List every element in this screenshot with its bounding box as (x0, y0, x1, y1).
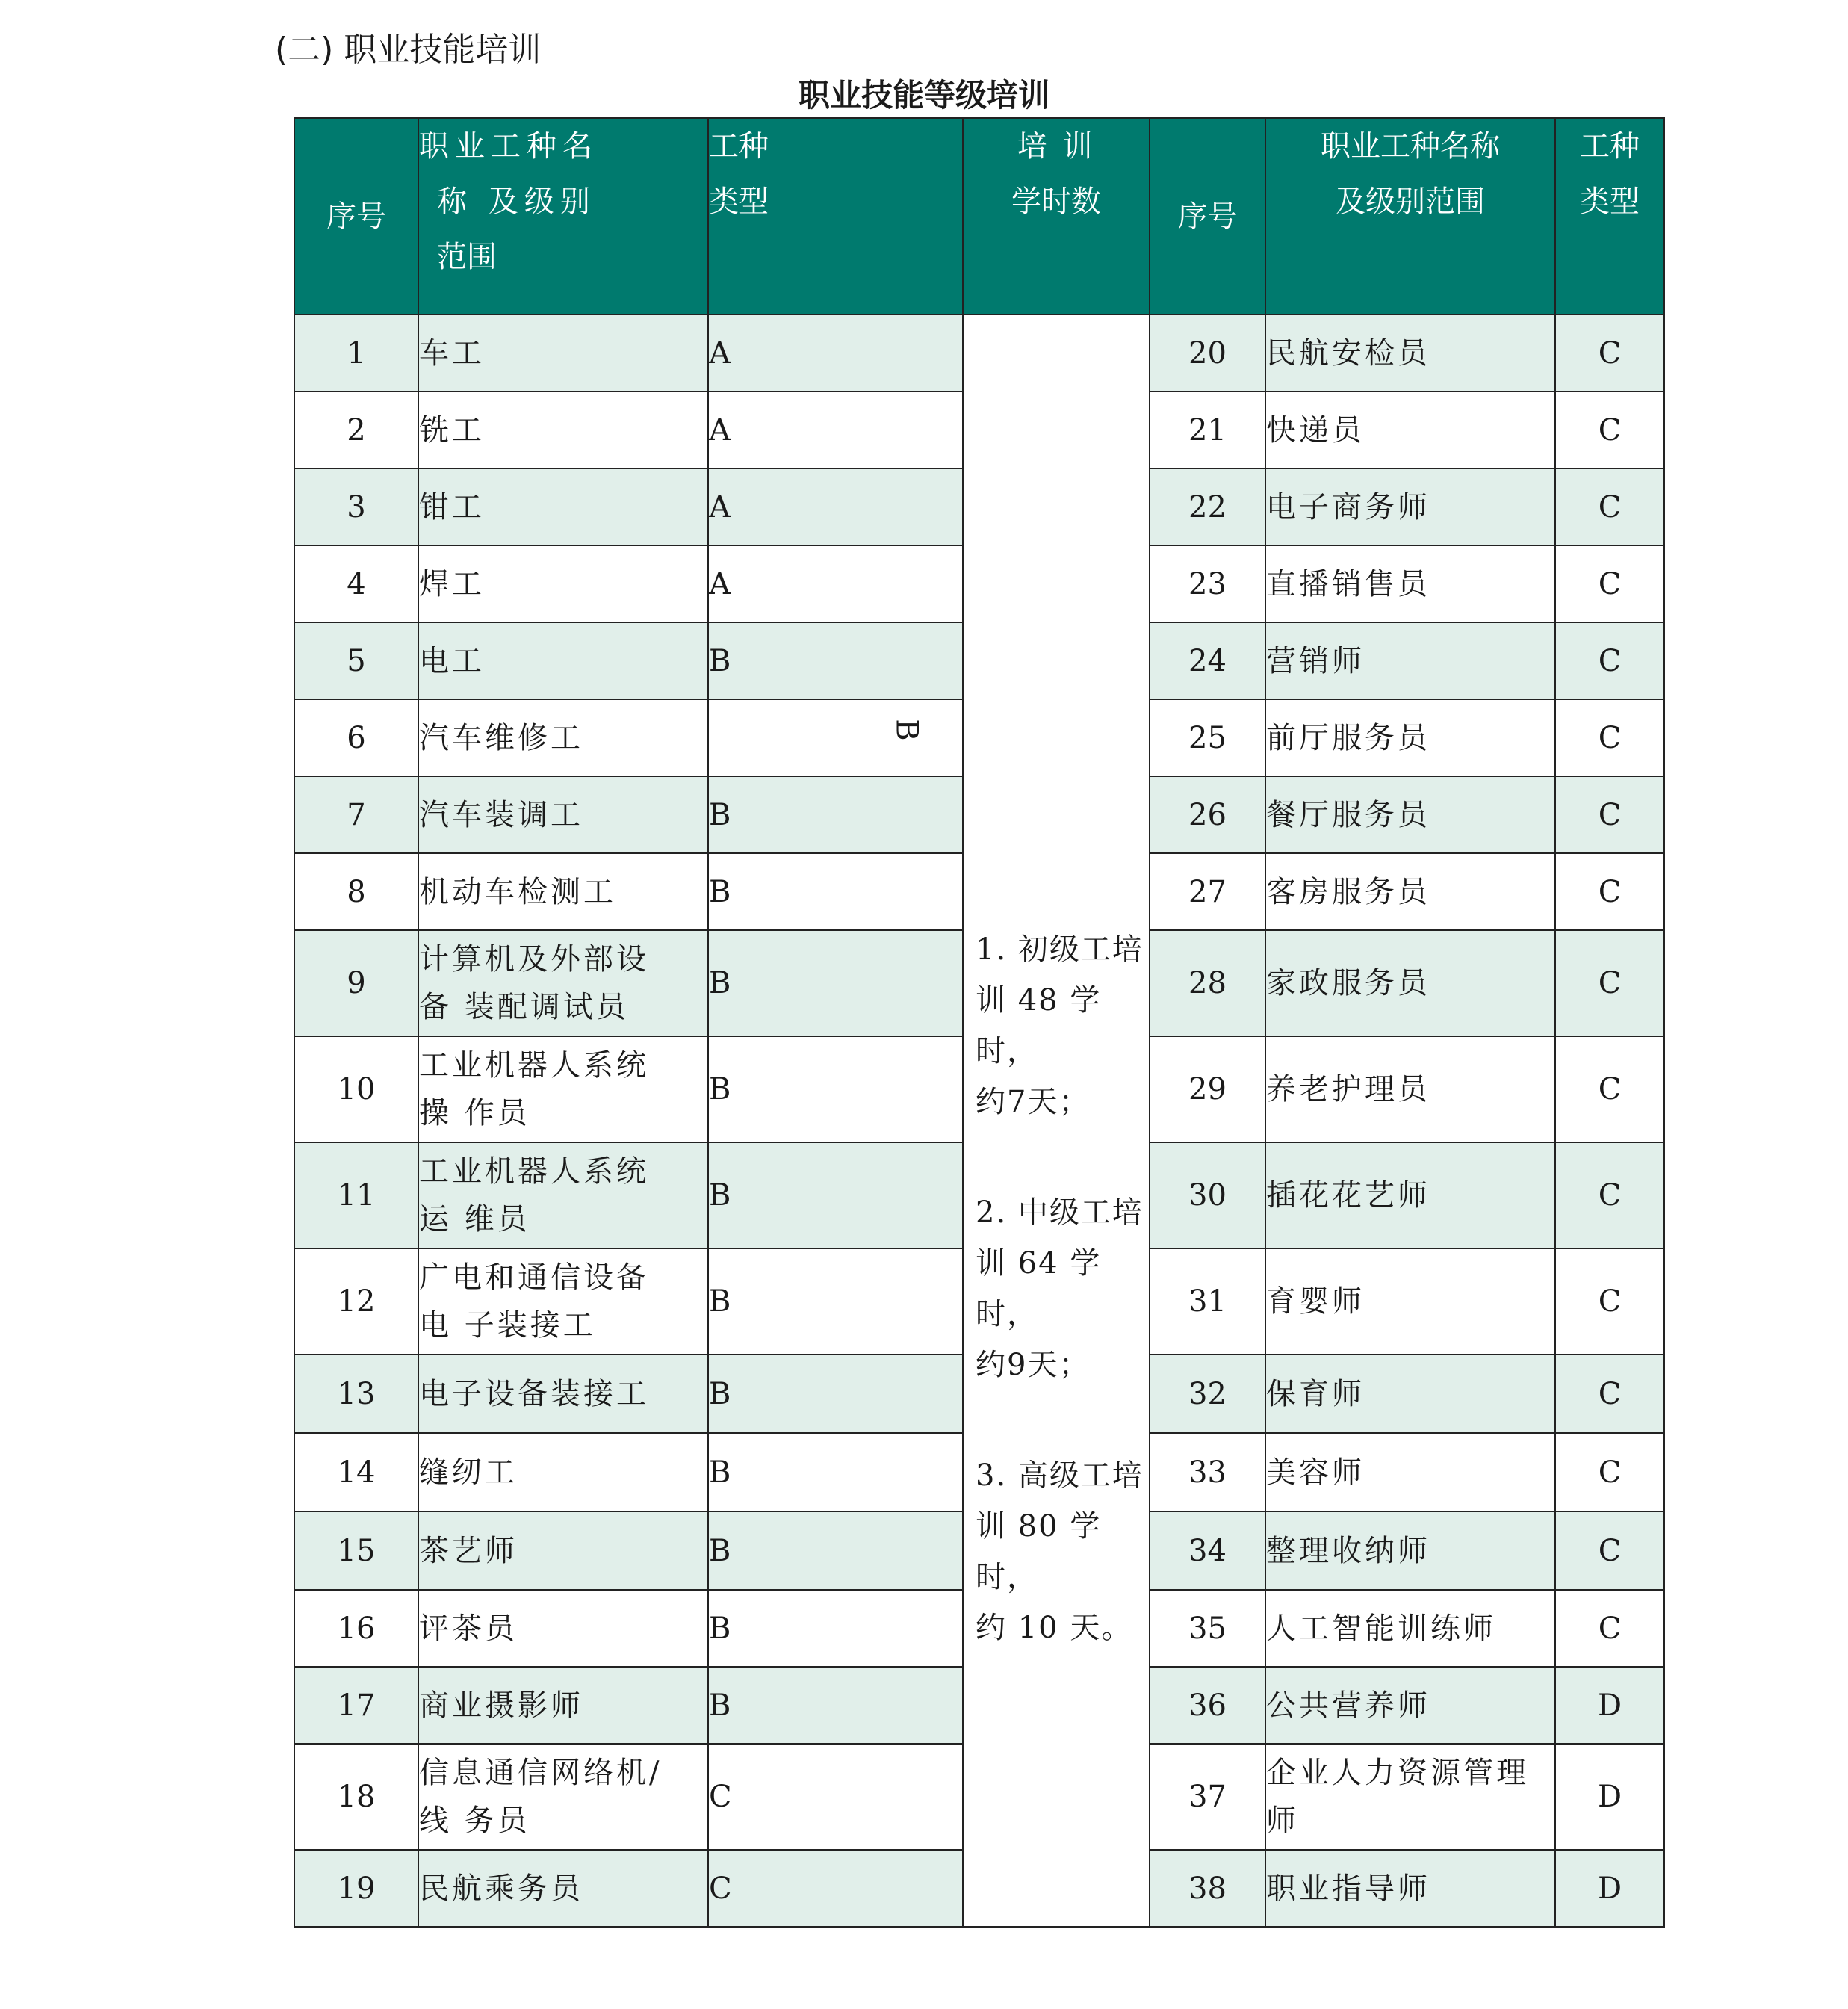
occupation-cell (418, 1248, 708, 1355)
occupation-cell: 汽车装调工 (418, 776, 708, 853)
hours-line: 训 80 学时， (976, 1509, 1102, 1594)
occupation-cell: 茶艺师 (418, 1511, 708, 1590)
header-line: 类型 (709, 185, 769, 219)
header-line: 及级别范围 (1336, 185, 1485, 219)
type-cell: A (708, 545, 963, 622)
type-cell: C (708, 1744, 963, 1850)
seq-cell: 17 (294, 1667, 418, 1744)
occupation-cell (418, 930, 708, 1036)
type-cell: C (1555, 622, 1664, 699)
hours-line: 约7天； (976, 1085, 1091, 1119)
header-line: 工种 (709, 129, 769, 164)
header-training-hours (963, 118, 1150, 315)
seq-cell: 1 (294, 315, 418, 391)
occupation-cell: 餐厅服务员 (1265, 776, 1555, 853)
type-cell: C (1555, 930, 1664, 1036)
seq-cell: 25 (1150, 699, 1265, 776)
occupation-cell: 钳工 (418, 468, 708, 545)
seq-cell: 24 (1150, 622, 1265, 699)
seq-cell: 6 (294, 699, 418, 776)
hours-line: 约9天； (976, 1348, 1091, 1382)
occupation-cell: 民航安检员 (1265, 315, 1555, 391)
occupation-cell: 营销师 (1265, 622, 1555, 699)
header-type-2 (1555, 118, 1664, 315)
seq-cell: 4 (294, 545, 418, 622)
occupation-cell: 公共营养师 (1265, 1667, 1555, 1744)
seq-cell: 32 (1150, 1355, 1265, 1433)
occupation-cell: 育婴师 (1265, 1248, 1555, 1355)
type-cell: C (1555, 315, 1664, 391)
seq-cell: 12 (294, 1248, 418, 1355)
header-type (708, 118, 963, 315)
seq-cell: 29 (1150, 1036, 1265, 1142)
type-cell: D (1555, 1850, 1664, 1927)
header-row (294, 118, 1664, 315)
seq-cell: 37 (1150, 1744, 1265, 1850)
occupation-cell: 快递员 (1265, 391, 1555, 468)
hours-line: 训 64 学时， (976, 1246, 1102, 1331)
occupation-cell: 民航乘务员 (418, 1850, 708, 1927)
type-cell: C (1555, 468, 1664, 545)
seq-cell: 5 (294, 622, 418, 699)
occupation-line: 备 装配调试员 (419, 990, 629, 1024)
type-cell: C (1555, 391, 1664, 468)
type-cell: B (708, 1590, 963, 1667)
type-cell: C (1555, 1036, 1664, 1142)
occupation-cell: 汽车维修工 (418, 699, 708, 776)
occupation-cell: 养老护理员 (1265, 1036, 1555, 1142)
occupation-cell: 职业指导师 (1265, 1850, 1555, 1927)
occupation-line: 电 子装接工 (419, 1308, 596, 1343)
seq-cell: 8 (294, 853, 418, 930)
occupation-cell: 整理收纳师 (1265, 1511, 1555, 1590)
header-line: 职业工种名称 (1321, 129, 1500, 164)
occupation-line: 线 务员 (419, 1804, 530, 1838)
type-cell: B (708, 930, 963, 1036)
type-cell: C (1555, 1355, 1664, 1433)
type-cell: B (708, 1667, 963, 1744)
occupation-cell: 保育师 (1265, 1355, 1555, 1433)
seq-cell: 14 (294, 1433, 418, 1511)
occupation-cell: 插花花艺师 (1265, 1142, 1555, 1248)
header-seq: 序号 (294, 118, 418, 315)
seq-cell: 38 (1150, 1850, 1265, 1927)
seq-cell: 31 (1150, 1248, 1265, 1355)
type-cell: C (1555, 1590, 1664, 1667)
occupation-line: 运 维员 (419, 1202, 530, 1236)
seq-cell: 2 (294, 391, 418, 468)
type-cell: C (1555, 1142, 1664, 1248)
type-cell: C (1555, 853, 1664, 930)
rotated-type-label: B (889, 718, 924, 741)
seq-cell: 10 (294, 1036, 418, 1142)
type-cell: B (708, 1511, 963, 1590)
occupation-line: 信息通信网络机/ (419, 1756, 663, 1790)
occupation-cell: 美容师 (1265, 1433, 1555, 1511)
hours-line: 3. 高级工培 (976, 1458, 1144, 1493)
header-occupation-name (418, 118, 708, 315)
seq-cell: 16 (294, 1590, 418, 1667)
seq-cell: 35 (1150, 1590, 1265, 1667)
occupation-cell (418, 1036, 708, 1142)
occupation-cell: 车工 (418, 315, 708, 391)
header-line: 工种 (1580, 129, 1640, 164)
seq-cell: 15 (294, 1511, 418, 1590)
seq-cell: 27 (1150, 853, 1265, 930)
seq-cell: 26 (1150, 776, 1265, 853)
type-cell: D (1555, 1667, 1664, 1744)
occupation-cell: 家政服务员 (1265, 930, 1555, 1036)
type-cell: B (708, 1433, 963, 1511)
type-cell: D (1555, 1744, 1664, 1850)
seq-cell: 13 (294, 1355, 418, 1433)
table-title: 职业技能等级培训 (798, 77, 1049, 114)
occupation-cell: 直播销售员 (1265, 545, 1555, 622)
hours-line: 训 48 学时， (976, 983, 1102, 1068)
type-cell: C (1555, 776, 1664, 853)
type-cell: A (708, 315, 963, 391)
occupation-cell: 机动车检测工 (418, 853, 708, 930)
seq-cell: 7 (294, 776, 418, 853)
hours-line: 约 10 天。 (976, 1611, 1133, 1645)
table-row (294, 315, 1664, 391)
hours-line: 2. 中级工培 (976, 1195, 1144, 1230)
occupation-line: 师 (1266, 1804, 1299, 1838)
hours-line: 1. 初级工培 (976, 932, 1144, 967)
seq-cell: 19 (294, 1850, 418, 1927)
training-hours-cell (963, 315, 1150, 1927)
header-line: 学时数 (1011, 185, 1101, 219)
section-heading: (二) 职业技能培训 (275, 31, 542, 69)
seq-cell: 18 (294, 1744, 418, 1850)
seq-cell: 33 (1150, 1433, 1265, 1511)
occupation-cell: 铣工 (418, 391, 708, 468)
seq-cell: 11 (294, 1142, 418, 1248)
type-cell: C (1555, 1433, 1664, 1511)
type-cell: B (708, 1036, 963, 1142)
header-line: 范围 (437, 240, 497, 274)
type-cell: B (708, 622, 963, 699)
occupation-cell (418, 1142, 708, 1248)
occupation-line: 工业机器人系统 (419, 1048, 649, 1083)
type-cell: C (1555, 1248, 1664, 1355)
header-occupation-name-2 (1265, 118, 1555, 315)
header-line: 类型 (1580, 185, 1640, 219)
occupation-cell: 电子商务师 (1265, 468, 1555, 545)
occupation-cell: 电工 (418, 622, 708, 699)
occupation-cell: 焊工 (418, 545, 708, 622)
type-cell: C (1555, 1511, 1664, 1590)
type-cell (708, 699, 963, 776)
header-line: 职业工种名 (419, 129, 598, 164)
seq-cell: 20 (1150, 315, 1265, 391)
occupation-cell (1265, 1744, 1555, 1850)
type-cell: B (708, 1355, 963, 1433)
seq-cell: 21 (1150, 391, 1265, 468)
type-cell: C (1555, 545, 1664, 622)
occupation-line: 企业人力资源管理 (1266, 1756, 1529, 1790)
occupation-cell: 评茶员 (418, 1590, 708, 1667)
training-hours-text (976, 924, 1149, 1713)
occupation-cell: 商业摄影师 (418, 1667, 708, 1744)
seq-cell: 22 (1150, 468, 1265, 545)
type-cell: C (1555, 699, 1664, 776)
training-table (294, 117, 1665, 1928)
type-cell: B (708, 1248, 963, 1355)
seq-cell: 3 (294, 468, 418, 545)
type-cell: A (708, 391, 963, 468)
seq-cell: 34 (1150, 1511, 1265, 1590)
occupation-line: 广电和通信设备 (419, 1260, 649, 1295)
seq-cell: 28 (1150, 930, 1265, 1036)
type-cell: B (708, 1142, 963, 1248)
seq-cell: 30 (1150, 1142, 1265, 1248)
type-cell: B (708, 776, 963, 853)
occupation-cell (418, 1744, 708, 1850)
occupation-cell: 人工智能训练师 (1265, 1590, 1555, 1667)
occupation-line: 操 作员 (419, 1096, 530, 1130)
header-line: 培 训 (1017, 129, 1096, 164)
type-cell: C (708, 1850, 963, 1927)
seq-cell: 36 (1150, 1667, 1265, 1744)
seq-cell: 23 (1150, 545, 1265, 622)
seq-cell: 9 (294, 930, 418, 1036)
occupation-cell: 缝纫工 (418, 1433, 708, 1511)
occupation-cell: 电子设备装接工 (418, 1355, 708, 1433)
type-cell: B (708, 853, 963, 930)
occupation-cell: 前厅服务员 (1265, 699, 1555, 776)
header-seq-2: 序号 (1150, 118, 1265, 315)
occupation-cell: 客房服务员 (1265, 853, 1555, 930)
occupation-line: 计算机及外部设 (419, 942, 649, 976)
header-line: 称 及级别 (437, 185, 596, 219)
occupation-line: 工业机器人系统 (419, 1154, 649, 1189)
type-cell: A (708, 468, 963, 545)
